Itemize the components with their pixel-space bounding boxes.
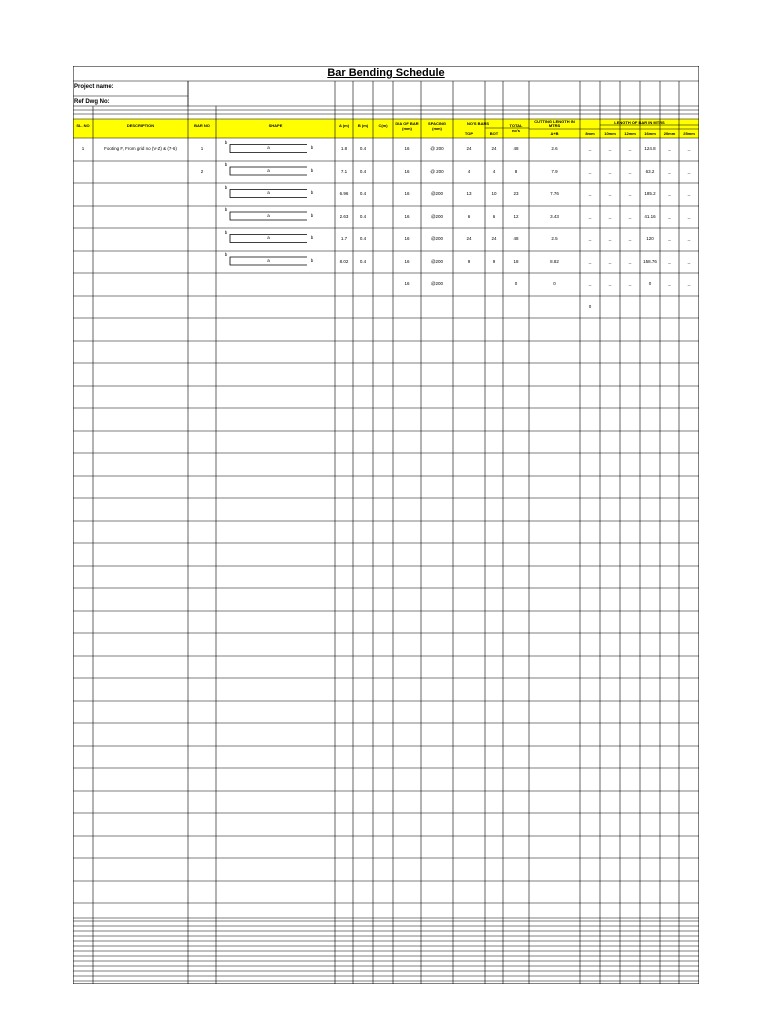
row-top: 6 bbox=[467, 213, 471, 219]
row-length-20mm: _ bbox=[668, 281, 671, 286]
row-length-25mm: _ bbox=[687, 146, 691, 151]
row-b: 0.4 bbox=[359, 168, 367, 174]
row-bot: 10 bbox=[491, 191, 497, 196]
col-header-sl-no: SL. NO bbox=[76, 123, 90, 128]
col-header-nos-bars: NO'S BARS bbox=[466, 121, 490, 126]
row-top: 13 bbox=[466, 191, 472, 196]
row-length-25mm: _ bbox=[687, 281, 691, 286]
col-header-size-16mm: 16mm bbox=[644, 131, 656, 136]
row-total: 18 bbox=[513, 258, 519, 264]
row-length-8mm: _ bbox=[588, 236, 592, 241]
shape-label-b-right: b bbox=[310, 212, 314, 218]
row-length-8mm: _ bbox=[588, 146, 592, 151]
row-dia: 16 bbox=[404, 146, 410, 151]
ref-dwg-label: Ref Dwg No: bbox=[74, 99, 110, 105]
col-header-total: TOTAL bbox=[509, 123, 523, 128]
row-dia: 16 bbox=[404, 258, 410, 264]
row-length-12mm: _ bbox=[628, 213, 632, 219]
row-length-20mm: _ bbox=[668, 236, 671, 241]
row-top: 9 bbox=[467, 258, 471, 264]
row-top: 24 bbox=[466, 236, 472, 241]
row-length-25mm: _ bbox=[687, 236, 691, 241]
row-a: 7.1 bbox=[340, 168, 348, 174]
row-length-16mm: 124.8 bbox=[644, 146, 656, 151]
row-length-16mm: 41.16 bbox=[644, 213, 656, 219]
shape-label-b-right: b bbox=[310, 257, 314, 263]
row-length-12mm: _ bbox=[628, 258, 632, 264]
row-b: 0.4 bbox=[359, 191, 367, 196]
col-header-top: TOP bbox=[464, 131, 474, 136]
row-dia: 16 bbox=[404, 281, 410, 286]
row-length-8mm: _ bbox=[588, 213, 592, 219]
row-length-25mm: _ bbox=[687, 258, 691, 264]
row-spacing: @ 200 bbox=[430, 146, 444, 151]
row-length-16mm: 0 bbox=[648, 281, 652, 286]
row-spacing: @200 bbox=[430, 281, 444, 286]
shape-label-b-left: b bbox=[224, 162, 228, 167]
col-header-spacing-unit: (mm) bbox=[432, 126, 442, 131]
col-header-total-unit: no's bbox=[511, 128, 521, 133]
col-header-dia: DIA OF BAR bbox=[395, 121, 419, 126]
row-description: Footing F, From grid no (V-Z) & (7-6) bbox=[104, 146, 177, 151]
row-cutting-length: 0 bbox=[553, 281, 556, 286]
row-length-12mm: _ bbox=[628, 168, 632, 174]
shape-label-b-right: b bbox=[310, 167, 314, 173]
row-length-8mm: _ bbox=[588, 168, 592, 174]
col-header-size-20mm: 20mm bbox=[663, 131, 676, 136]
col-header-spacing: SPACING bbox=[428, 121, 446, 126]
row-b: 0.4 bbox=[359, 236, 367, 241]
row-spacing: @200 bbox=[430, 213, 444, 219]
shape-label-a: a bbox=[267, 145, 270, 150]
row-cutting-length: 2.6 bbox=[551, 146, 558, 151]
shape-label-b-right: b bbox=[310, 145, 314, 150]
row-length-10mm: _ bbox=[608, 191, 612, 196]
row-cutting-length: 7.76 bbox=[550, 191, 559, 196]
row-length-25mm: _ bbox=[687, 191, 691, 196]
stray-value: 0 bbox=[588, 303, 592, 309]
row-spacing: @200 bbox=[430, 236, 444, 241]
col-header-cutting-formula: A+B bbox=[550, 131, 559, 136]
row-length-25mm: _ bbox=[687, 213, 691, 219]
row-length-12mm: _ bbox=[628, 236, 632, 241]
shape-label-b-left: b bbox=[224, 229, 228, 235]
schedule-grid bbox=[73, 66, 699, 984]
row-length-12mm: _ bbox=[628, 191, 632, 196]
row-length-25mm: _ bbox=[687, 168, 691, 174]
col-header-shape: SHAPE bbox=[268, 123, 283, 128]
row-dia: 16 bbox=[404, 213, 410, 219]
row-a: 2.63 bbox=[339, 213, 349, 219]
sheet-title: Bar Bending Schedule bbox=[327, 67, 445, 79]
col-header-size-12mm: 12mm bbox=[624, 131, 636, 136]
row-bar-no: 2 bbox=[200, 168, 204, 174]
row-length-16mm: 185.2 bbox=[644, 191, 656, 196]
row-dia: 16 bbox=[404, 168, 410, 174]
col-header-size-8mm: 8mm bbox=[585, 131, 595, 136]
row-length-8mm: _ bbox=[588, 258, 592, 264]
row-dia: 16 bbox=[404, 236, 410, 241]
row-length-8mm: _ bbox=[588, 281, 592, 286]
shape-label-b-left: b bbox=[224, 139, 228, 145]
row-top: 4 bbox=[467, 168, 471, 174]
row-a: 1.7 bbox=[340, 236, 348, 241]
col-header-bar-no: BAR NO bbox=[194, 123, 210, 128]
shape-label-b-right: b bbox=[310, 190, 314, 195]
row-bot: 4 bbox=[492, 168, 496, 174]
row-length-20mm: _ bbox=[668, 191, 671, 196]
row-sl-no: 1 bbox=[81, 146, 85, 151]
row-length-20mm: _ bbox=[668, 168, 671, 174]
row-bot: 6 bbox=[492, 213, 496, 219]
row-total: 12 bbox=[513, 213, 519, 219]
col-header-bot: BOT bbox=[489, 131, 499, 136]
col-header-cutting-unit: MTRS bbox=[548, 122, 561, 128]
row-dia: 16 bbox=[404, 191, 410, 196]
col-header-c: C(m) bbox=[378, 123, 388, 128]
row-cutting-length: 7.9 bbox=[551, 168, 558, 174]
shape-label-a: a bbox=[267, 235, 270, 240]
project-name-label: Project name: bbox=[74, 84, 114, 90]
row-cutting-length: 3.43 bbox=[550, 213, 559, 219]
row-b: 0.4 bbox=[359, 146, 367, 151]
row-length-10mm: _ bbox=[608, 213, 612, 219]
row-total: 0 bbox=[514, 281, 518, 286]
bar-bending-schedule-sheet bbox=[73, 66, 699, 984]
row-bar-no: 1 bbox=[200, 146, 204, 151]
row-a: 8.02 bbox=[339, 258, 349, 264]
col-header-size-10mm: 10mm bbox=[604, 131, 616, 136]
row-spacing: @200 bbox=[430, 191, 444, 196]
row-a: 1.8 bbox=[340, 146, 348, 151]
row-bot: 9 bbox=[492, 258, 496, 264]
col-header-dia-unit: (mm) bbox=[402, 126, 412, 131]
shape-label-b-left: b bbox=[224, 184, 228, 190]
row-length-10mm: _ bbox=[608, 258, 612, 264]
col-header-cutting-length: CUTTING LENGTH IN bbox=[534, 118, 575, 124]
shape-label-a: a bbox=[267, 167, 270, 173]
row-top: 24 bbox=[466, 146, 472, 151]
row-spacing: @ 200 bbox=[430, 168, 444, 174]
row-length-8mm: _ bbox=[588, 191, 592, 196]
row-length-12mm: _ bbox=[628, 146, 632, 151]
col-header-a: A (m) bbox=[338, 123, 350, 128]
row-total: 8 bbox=[514, 168, 518, 174]
row-cutting-length: 8.82 bbox=[550, 258, 559, 264]
col-header-length-group: LENGTH OF BAR IN MTRS bbox=[614, 120, 665, 125]
shape-label-a: a bbox=[267, 257, 270, 263]
shape-label-a: a bbox=[267, 190, 270, 195]
row-a: 6.96 bbox=[339, 191, 349, 196]
row-b: 0.4 bbox=[359, 213, 367, 219]
row-bot: 24 bbox=[491, 146, 497, 151]
col-header-b: B (m) bbox=[357, 123, 369, 128]
shape-label-b-right: b bbox=[310, 235, 314, 240]
row-length-20mm: _ bbox=[668, 213, 671, 219]
row-total: 48 bbox=[513, 236, 519, 241]
col-header-description: DESCRIPTION bbox=[126, 123, 155, 128]
row-length-16mm: 158.76 bbox=[643, 258, 657, 264]
row-length-12mm: _ bbox=[628, 281, 632, 286]
row-length-10mm: _ bbox=[608, 236, 612, 241]
row-length-10mm: _ bbox=[608, 146, 612, 151]
shape-label-a: a bbox=[267, 212, 270, 218]
row-total: 48 bbox=[513, 146, 519, 151]
row-total: 23 bbox=[513, 191, 519, 196]
row-b: 0.4 bbox=[359, 258, 367, 264]
row-cutting-length: 2.5 bbox=[551, 236, 558, 241]
row-length-16mm: 63.2 bbox=[645, 168, 655, 174]
row-length-10mm: _ bbox=[608, 168, 612, 174]
row-spacing: @200 bbox=[430, 258, 444, 264]
row-length-16mm: 120 bbox=[646, 236, 654, 241]
row-length-20mm: _ bbox=[668, 146, 671, 151]
shape-label-b-left: b bbox=[224, 252, 228, 257]
row-bot: 24 bbox=[491, 236, 497, 241]
col-header-size-25mm: 25mm bbox=[683, 131, 695, 136]
shape-label-b-left: b bbox=[224, 207, 228, 212]
row-length-10mm: _ bbox=[608, 281, 612, 286]
row-length-20mm: _ bbox=[668, 258, 671, 264]
